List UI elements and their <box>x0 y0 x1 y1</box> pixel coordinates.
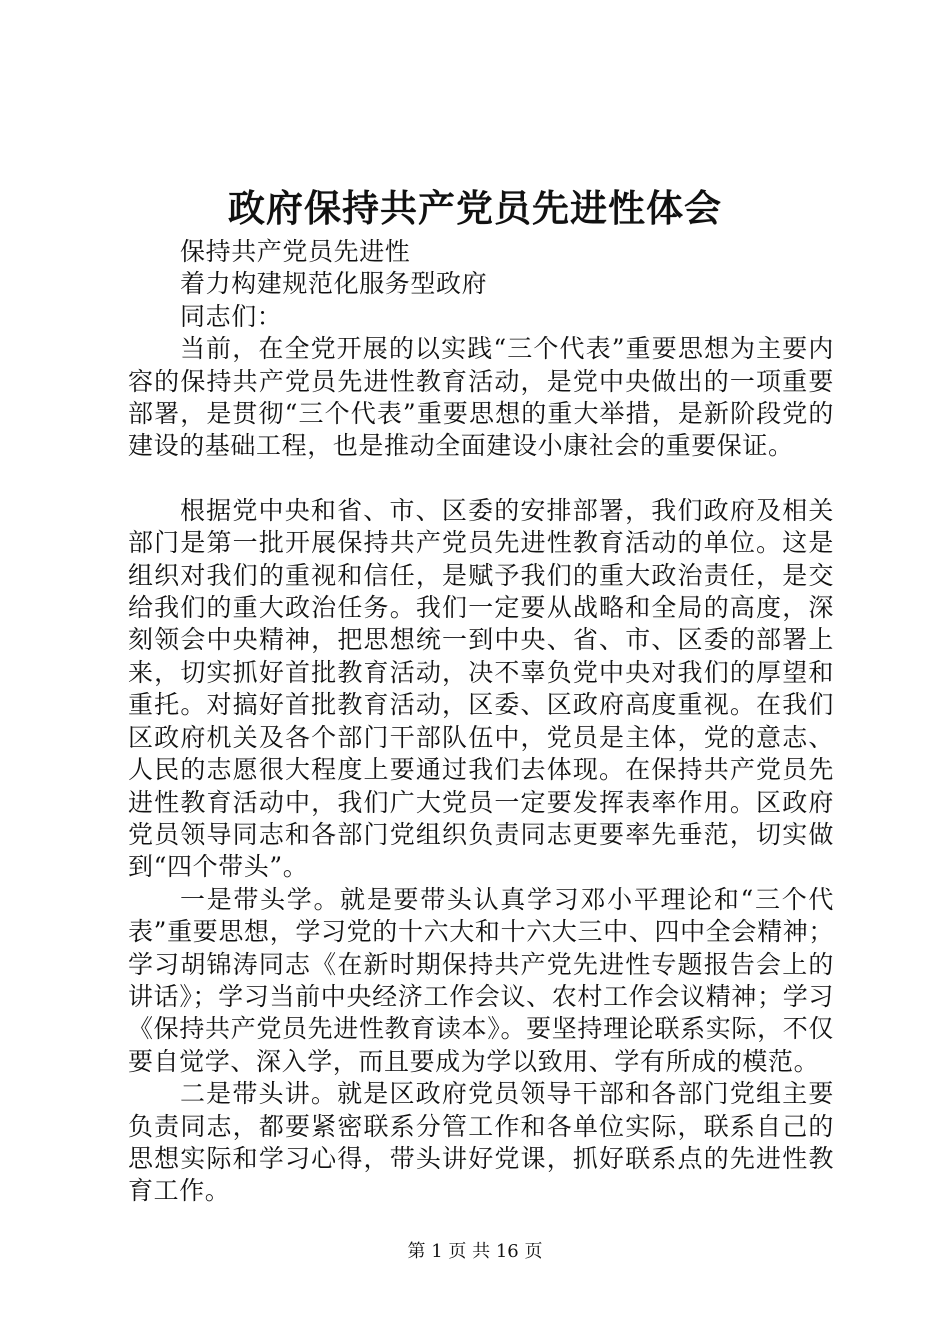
document-title: 政府保持共产党员先进性体会 <box>228 186 722 230</box>
paragraph-spacer <box>128 463 834 495</box>
paragraph-arrangement: 根据党中央和省、市、区委的安排部署，我们政府及相关部门是第一批开展保持共产党员先进性教育活动的单位。这是组织对我们的重视和信任，是赋予我们的重大政治责任，是交给我们的重大政治任务。我们一定要从战略和全局的高度，深刻领会中央精神，把思想统一到中央、省、市、区委的部署上来，切实抓好首批教育活动，决不辜负党中央对我们的厚望和重托。对搞好首批教育活动，区委、区政府高度重视。在我们区政府机关及各个部门干部队伍中，党员是主体，党的意志、人民的志愿很大程度上要通过我们去体现。在保持共产党员先进性教育活动中，我们广大党员一定要发挥表率作用。区政府党员领导同志和各部门党组织负责同志更要率先垂范，切实做到“四个带头”。 <box>128 495 834 882</box>
paragraph-lead-speak: 二是带头讲。就是区政府党员领导干部和各部门党组主要负责同志，都要紧密联系分管工作和各单位实际，联系自己的思想实际和学习心得，带头讲好党课，抓好联系点的先进性教育工作。 <box>128 1079 834 1206</box>
document-body <box>128 236 834 1208</box>
paragraph-intro: 当前，在全党开展的以实践“三个代表”重要思想为主要内容的保持共产党员先进性教育活动，是党中央做出的一项重要部署，是贯彻“三个代表”重要思想的重大举措，是新阶段党的建设的基础工程，也是推动全面建设小康社会的重要保证。 <box>128 334 834 461</box>
subtitle-line-2: 着力构建规范化服务型政府 <box>180 269 488 299</box>
page-number: 第 1 页 共 16 页 <box>407 1241 543 1262</box>
subtitle-line-1: 保持共产党员先进性 <box>180 237 411 266</box>
salutation: 同志们： <box>180 301 283 331</box>
paragraph-lead-study: 一是带头学。就是要带头认真学习邓小平理论和“三个代表”重要思想，学习党的十六大和十六大三中、四中全会精神；学习胡锦涛同志《在新时期保持共产党先进性专题报告会上的讲话》；学习当前中央经济工作会议、农村工作会议精神；学习《保持共产党员先进性教育读本》。要坚持理论联系实际，不仅要自觉学、深入学，而且要成为学以致用、学有所成的模范。 <box>128 884 834 1076</box>
